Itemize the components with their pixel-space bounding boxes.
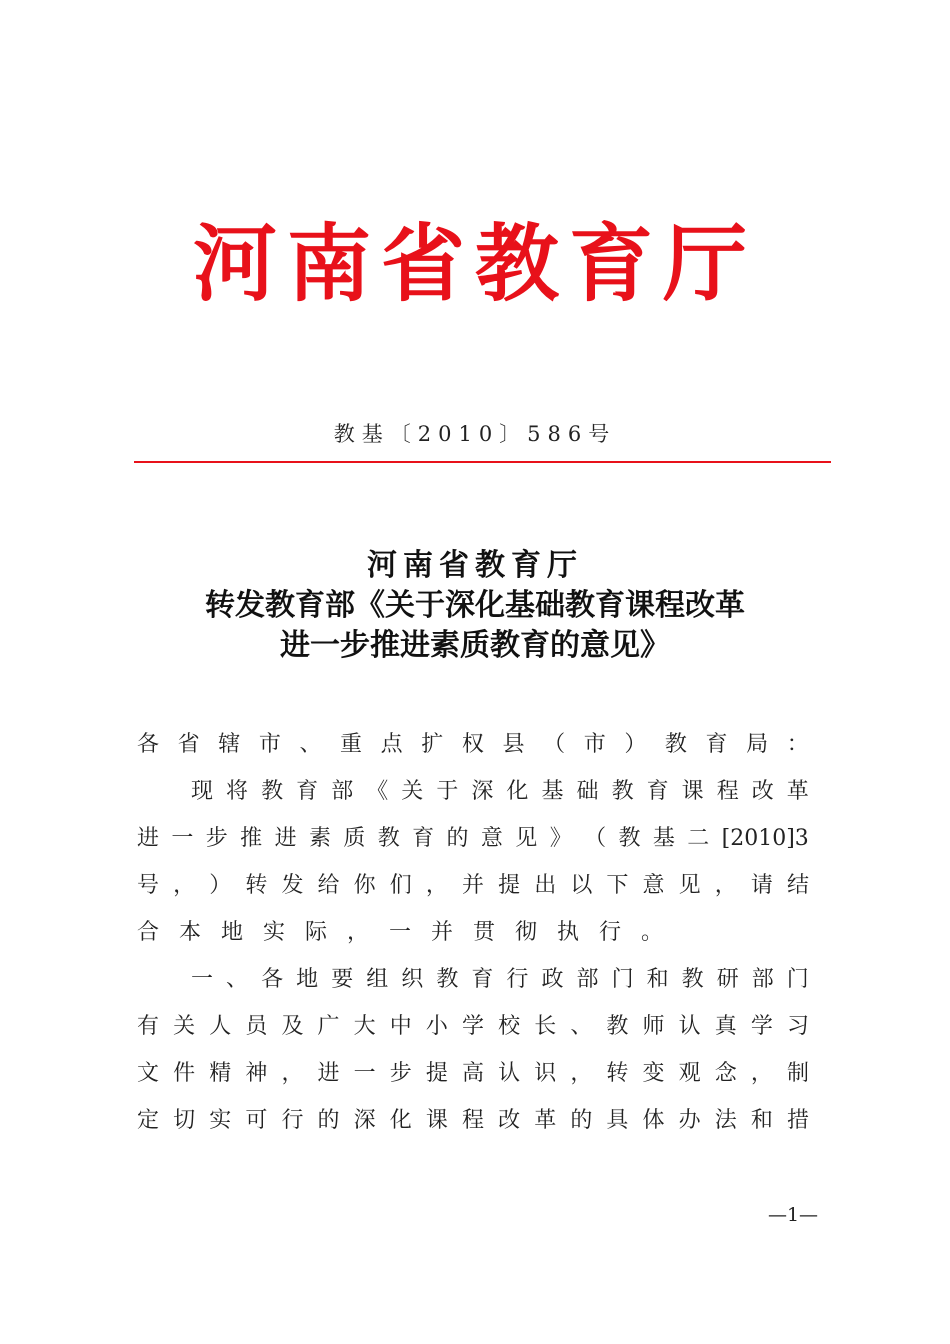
glyph: 教 [436,967,459,992]
glyph: 制 [786,1061,809,1086]
glyph: ， [425,873,448,898]
glyph: 给 [317,873,340,898]
glyph: 出 [534,873,557,898]
glyph: 各 [137,732,160,757]
glyph: ） [624,732,647,757]
glyph: 推 [240,826,263,851]
glyph: 基 [541,779,564,804]
glyph: 进 [317,1061,340,1086]
glyph: 部 [331,779,354,804]
body-line: 合本地实际，一并贯彻执行。 [137,920,684,945]
page-number: —1— [767,1204,819,1226]
glyph: 进 [137,826,160,851]
glyph: 程 [461,1108,484,1133]
glyph: 点 [380,732,403,757]
glyph: 教 [377,826,400,851]
glyph: 各 [261,967,284,992]
glyph: （ [543,732,566,757]
glyph: 高 [461,1061,484,1086]
glyph: 教 [681,967,704,992]
glyph: 于 [436,779,459,804]
glyph: ： [786,732,809,757]
glyph: 和 [646,967,669,992]
masthead-title: 河南省教育厅 [192,214,757,313]
addressee-line [137,728,809,775]
glyph: 、 [570,1014,593,1039]
glyph: 础 [576,779,599,804]
glyph: 结 [786,873,809,898]
glyph: 市 [583,732,606,757]
glyph: 变 [642,1061,665,1086]
glyph: 并 [461,873,484,898]
glyph: 广 [317,1014,340,1039]
glyph: 进 [274,826,297,851]
glyph: 及 [281,1014,304,1039]
glyph: 号 [137,873,160,898]
glyph: 见 [678,873,701,898]
glyph: 课 [681,779,704,804]
glyph: 门 [786,967,809,992]
glyph: 学 [750,1014,773,1039]
glyph: 请 [750,873,773,898]
glyph: 深 [471,779,494,804]
glyph: 转 [245,873,268,898]
glyph: 体 [642,1108,665,1133]
glyph: 认 [498,1061,521,1086]
glyph: 基 [652,826,675,851]
glyph: 一 [171,826,194,851]
glyph: 精 [209,1061,232,1086]
glyph: 小 [425,1014,448,1039]
glyph: 和 [750,1108,773,1133]
glyph: 以 [570,873,593,898]
glyph: 措 [786,1108,809,1133]
glyph: 员 [245,1014,268,1039]
glyph: ， [173,873,196,898]
glyph: 门 [611,967,634,992]
glyph: 关 [173,1014,196,1039]
glyph: 见 [515,826,538,851]
glyph: 师 [642,1014,665,1039]
glyph: 部 [751,967,774,992]
glyph: 的 [570,1108,593,1133]
title-line-1: 河南省教育厅 [367,548,583,583]
glyph: 教 [664,732,687,757]
glyph: 革 [534,1108,557,1133]
glyph: 教 [606,1014,629,1039]
red-divider [134,461,831,463]
glyph: 文 [137,1061,160,1086]
glyph: ， [714,873,737,898]
glyph: 的 [317,1108,340,1133]
glyph: 长 [534,1014,557,1039]
glyph: 化 [506,779,529,804]
glyph: 步 [205,826,228,851]
body-line [137,822,809,869]
glyph: 提 [498,873,521,898]
glyph: 课 [425,1108,448,1133]
glyph: 重 [340,732,363,757]
glyph: 观 [678,1061,701,1086]
glyph: 真 [714,1014,737,1039]
glyph: 质 [343,826,366,851]
glyph: 具 [606,1108,629,1133]
glyph: 将 [226,779,249,804]
glyph: 部 [576,967,599,992]
glyph: 有 [137,1014,160,1039]
glyph: 现 [191,779,214,804]
glyph: 辖 [218,732,241,757]
glyph: 念 [714,1061,737,1086]
glyph: 步 [389,1061,412,1086]
glyph: 的 [446,826,469,851]
body-line [137,775,809,822]
body-line [137,1057,809,1104]
glyph: 扩 [421,732,444,757]
glyph: 你 [353,873,376,898]
glyph: 法 [714,1108,737,1133]
glyph: ） [209,873,232,898]
glyph: 地 [296,967,319,992]
glyph: 二 [687,826,710,851]
glyph: 深 [353,1108,376,1133]
glyph: 市 [258,732,281,757]
glyph: 切 [173,1108,196,1133]
glyph: 、 [299,732,322,757]
glyph: 行 [281,1108,304,1133]
glyph: 实 [209,1108,232,1133]
glyph: 素 [308,826,331,851]
glyph: 育 [471,967,494,992]
glyph: 中 [389,1014,412,1039]
glyph: 人 [209,1014,232,1039]
body-text [137,728,809,1151]
glyph: 育 [646,779,669,804]
glyph: 意 [480,826,503,851]
body-line [137,869,809,916]
glyph: 教 [261,779,284,804]
glyph: [2010]3 [721,826,809,851]
glyph: 《 [366,779,389,804]
glyph: 可 [245,1108,268,1133]
glyph: 化 [389,1108,412,1133]
glyph: 转 [606,1061,629,1086]
body-line [137,1104,809,1151]
glyph: 识 [534,1061,557,1086]
glyph: 办 [678,1108,701,1133]
glyph: 一 [353,1061,376,1086]
glyph: 认 [678,1014,701,1039]
glyph: 、 [226,967,249,992]
glyph: 改 [751,779,774,804]
glyph: 学 [461,1014,484,1039]
glyph: 育 [412,826,435,851]
glyph: 研 [716,967,739,992]
glyph: 》 [549,826,572,851]
document-title [0,546,950,666]
document-number: 教基〔2010〕586号 [333,422,617,446]
glyph: 政 [541,967,564,992]
body-line [137,1010,809,1057]
glyph: 提 [425,1061,448,1086]
title-line-2: 转发教育部《关于深化基础教育课程改革 [205,588,745,623]
glyph: 革 [786,779,809,804]
glyph: 们 [389,873,412,898]
glyph: 一 [191,967,214,992]
glyph: 件 [173,1061,196,1086]
glyph: 教 [611,779,634,804]
glyph: 下 [606,873,629,898]
glyph: 育 [296,779,319,804]
glyph: 教 [618,826,641,851]
glyph: 组 [366,967,389,992]
glyph: 行 [506,967,529,992]
glyph: （ [584,826,607,851]
glyph: 改 [498,1108,521,1133]
glyph: 发 [281,873,304,898]
glyph: 神 [245,1061,268,1086]
glyph: ， [281,1061,304,1086]
glyph: ， [750,1061,773,1086]
glyph: 关 [401,779,424,804]
title-line-3: 进一步推进素质教育的意见》 [280,628,670,663]
glyph: ， [570,1061,593,1086]
glyph: 校 [498,1014,521,1039]
glyph: 县 [502,732,525,757]
glyph: 意 [642,873,665,898]
glyph: 大 [353,1014,376,1039]
glyph: 育 [705,732,728,757]
glyph: 权 [461,732,484,757]
glyph: 省 [177,732,200,757]
glyph: 局 [746,732,769,757]
glyph: 定 [137,1108,160,1133]
glyph: 程 [716,779,739,804]
glyph: 习 [786,1014,809,1039]
glyph: 织 [401,967,424,992]
body-line [137,963,809,1010]
glyph: 要 [331,967,354,992]
